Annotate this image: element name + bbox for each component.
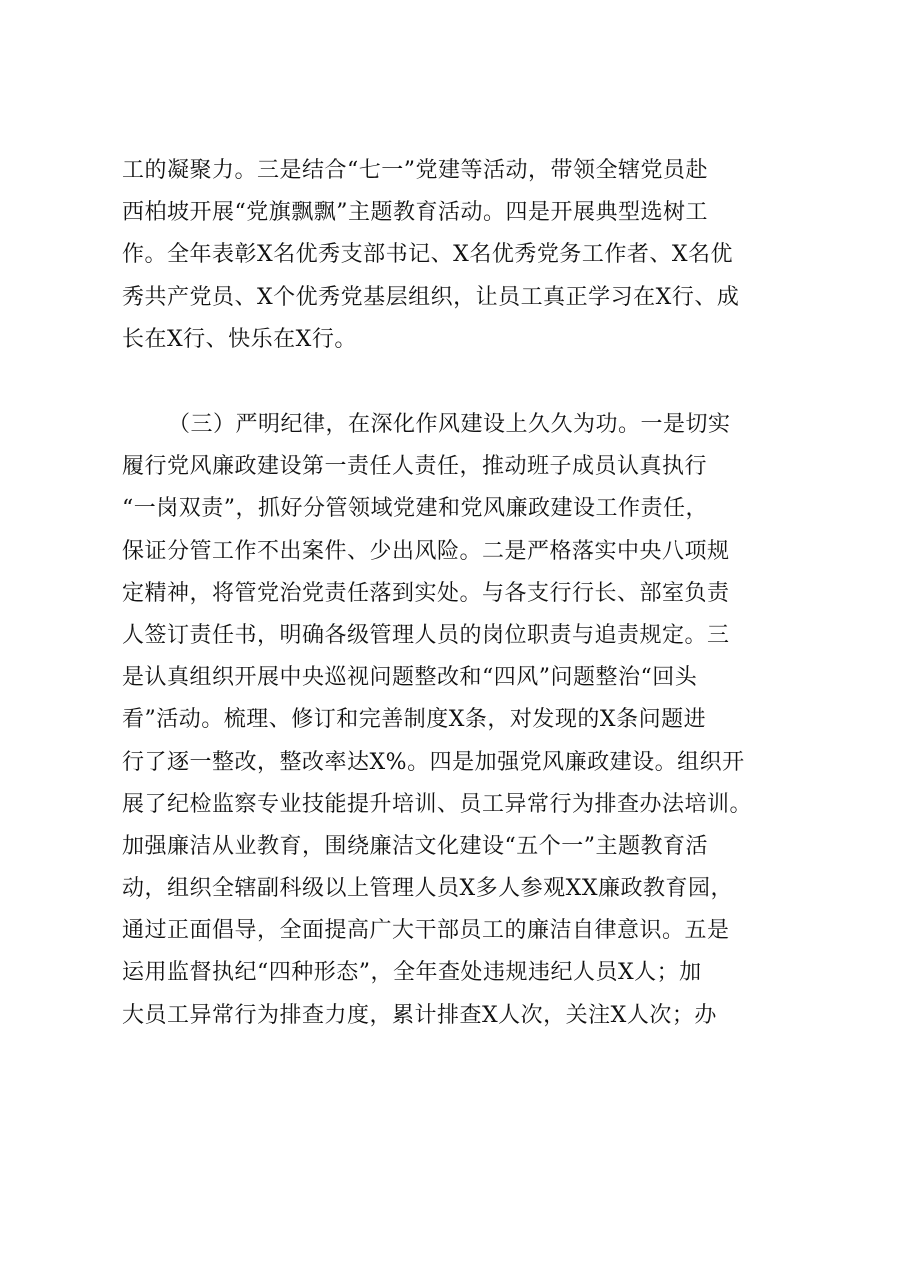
paragraph-line: 加强廉洁从业教育，围绕廉洁文化建设“五个一”主题教育活 (122, 833, 708, 859)
paragraph-line: 西柏坡开展“党旗飘飘”主题教育活动。四是开展典型选树工 (122, 200, 708, 226)
paragraph-line: 通过正面倡导，全面提高广大干部员工的廉洁自律意识。五是 (122, 918, 730, 944)
paragraph-line: 长在X行、快乐在X行。 (122, 326, 357, 352)
paragraph-line: “一岗双责”，抓好分管领域党建和党风廉政建设工作责任， (122, 496, 708, 522)
paragraph-line: 秀共产党员、X个优秀党基层组织，让员工真正学习在X行、成 (122, 284, 740, 310)
paragraph-2 (122, 404, 802, 1037)
paragraph-line: 人签订责任书，明确各级管理人员的岗位职责与追责规定。三 (122, 622, 730, 648)
paragraph-line: 履行党风廉政建设第一责任人责任，推动班子成员认真执行 (122, 454, 708, 480)
paragraph-line: 看”活动。梳理、修订和完善制度X条，对发现的X条问题进 (122, 707, 707, 733)
paragraph-line: 定精神，将管党治党责任落到实处。与各支行行长、部室负责 (122, 580, 730, 606)
paragraph-line: 工的凝聚力。三是结合“七一”党建等活动，带领全辖党员赴 (122, 158, 708, 183)
paragraph-line: 作。全年表彰X名优秀支部书记、X名优秀党务工作者、X名优 (122, 242, 733, 268)
paragraph-line: 保证分管工作不出案件、少出风险。二是严格落实中央八项规 (122, 538, 730, 564)
paragraph-line: 运用监督执纪“四种形态”，全年查处违规违纪人员X人；加 (122, 960, 702, 986)
paragraph-line: 是认真组织开展中央巡视问题整改和“四风”问题整治“回头 (122, 665, 698, 691)
paragraph-line: 展了纪检监察专业技能提升培训、员工异常行为排查办法培训。 (122, 791, 753, 817)
section-heading-line: （三）严明纪律，在深化作风建设上久久为功。一是切实 (168, 412, 731, 437)
paragraph-line: 大员工异常行为排查力度，累计排查X人次，关注X人次；办 (122, 1002, 717, 1028)
paragraph-1 (122, 150, 802, 361)
paragraph-line: 行了逐一整改，整改率达X%。四是加强党风廉政建设。组织开 (122, 749, 745, 775)
paragraph-line: 动，组织全辖副科级以上管理人员X多人参观XX廉政教育园， (122, 876, 733, 902)
